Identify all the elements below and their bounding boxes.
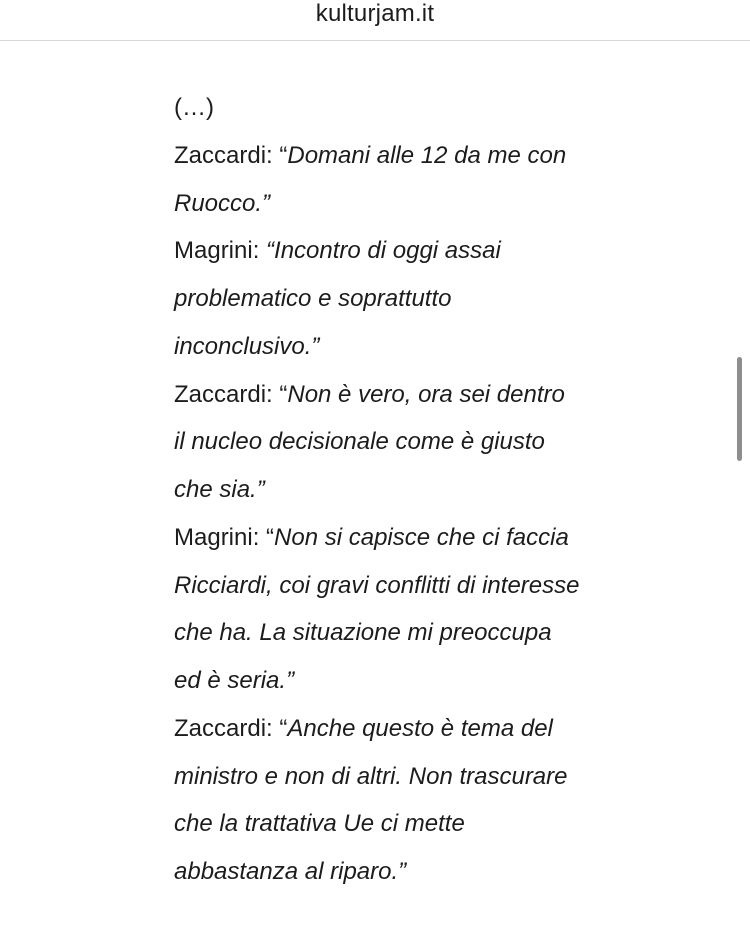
ellipsis-text: (…) xyxy=(174,94,214,121)
speaker-label: Zaccardi: “ xyxy=(174,380,288,408)
quote-text: ed è seria.” xyxy=(174,667,295,694)
quote-text: inconclusivo.” xyxy=(174,332,320,360)
quote-text: abbastanza al riparo.” xyxy=(174,858,407,885)
site-domain[interactable]: kulturjam.it xyxy=(315,0,435,27)
dialogue-line xyxy=(174,371,644,419)
quote-text: problematico e soprattutto xyxy=(174,285,452,312)
address-bar[interactable] xyxy=(0,0,750,41)
dialogue-line xyxy=(174,227,644,275)
quote-text: il nucleo decisionale come è giusto xyxy=(174,428,545,456)
quote-text: che sia.” xyxy=(174,476,265,503)
quote-text: Ricciardi, coi gravi conflitti di interesse xyxy=(174,571,580,599)
dialogue-line xyxy=(174,132,644,180)
quote-text: Domani alle 12 da me con xyxy=(287,141,567,169)
speaker-label: Magrini: xyxy=(174,237,267,265)
quote-text: che la trattativa Ue ci mette xyxy=(174,810,465,838)
speaker-label: Zaccardi: “ xyxy=(174,714,288,742)
speaker-label: Zaccardi: “ xyxy=(174,141,288,169)
quote-text: che ha. La situazione mi preoccupa xyxy=(174,619,552,647)
vertical-scrollbar[interactable] xyxy=(737,357,742,461)
quote-text: Non è vero, ora sei dentro xyxy=(287,380,565,408)
quote-text: Anche questo è tema del xyxy=(287,714,553,742)
quote-text: “Incontro di oggi assai xyxy=(266,237,501,265)
quote-text: ministro e non di altri. Non trascurare xyxy=(174,762,568,790)
quote-text: Non si capisce che ci faccia xyxy=(274,523,569,551)
article-body xyxy=(174,84,644,896)
speaker-label: Magrini: “ xyxy=(174,523,275,551)
dialogue-line xyxy=(174,514,644,562)
dialogue-line xyxy=(174,705,644,753)
quote-text: Ruocco.” xyxy=(174,189,271,217)
